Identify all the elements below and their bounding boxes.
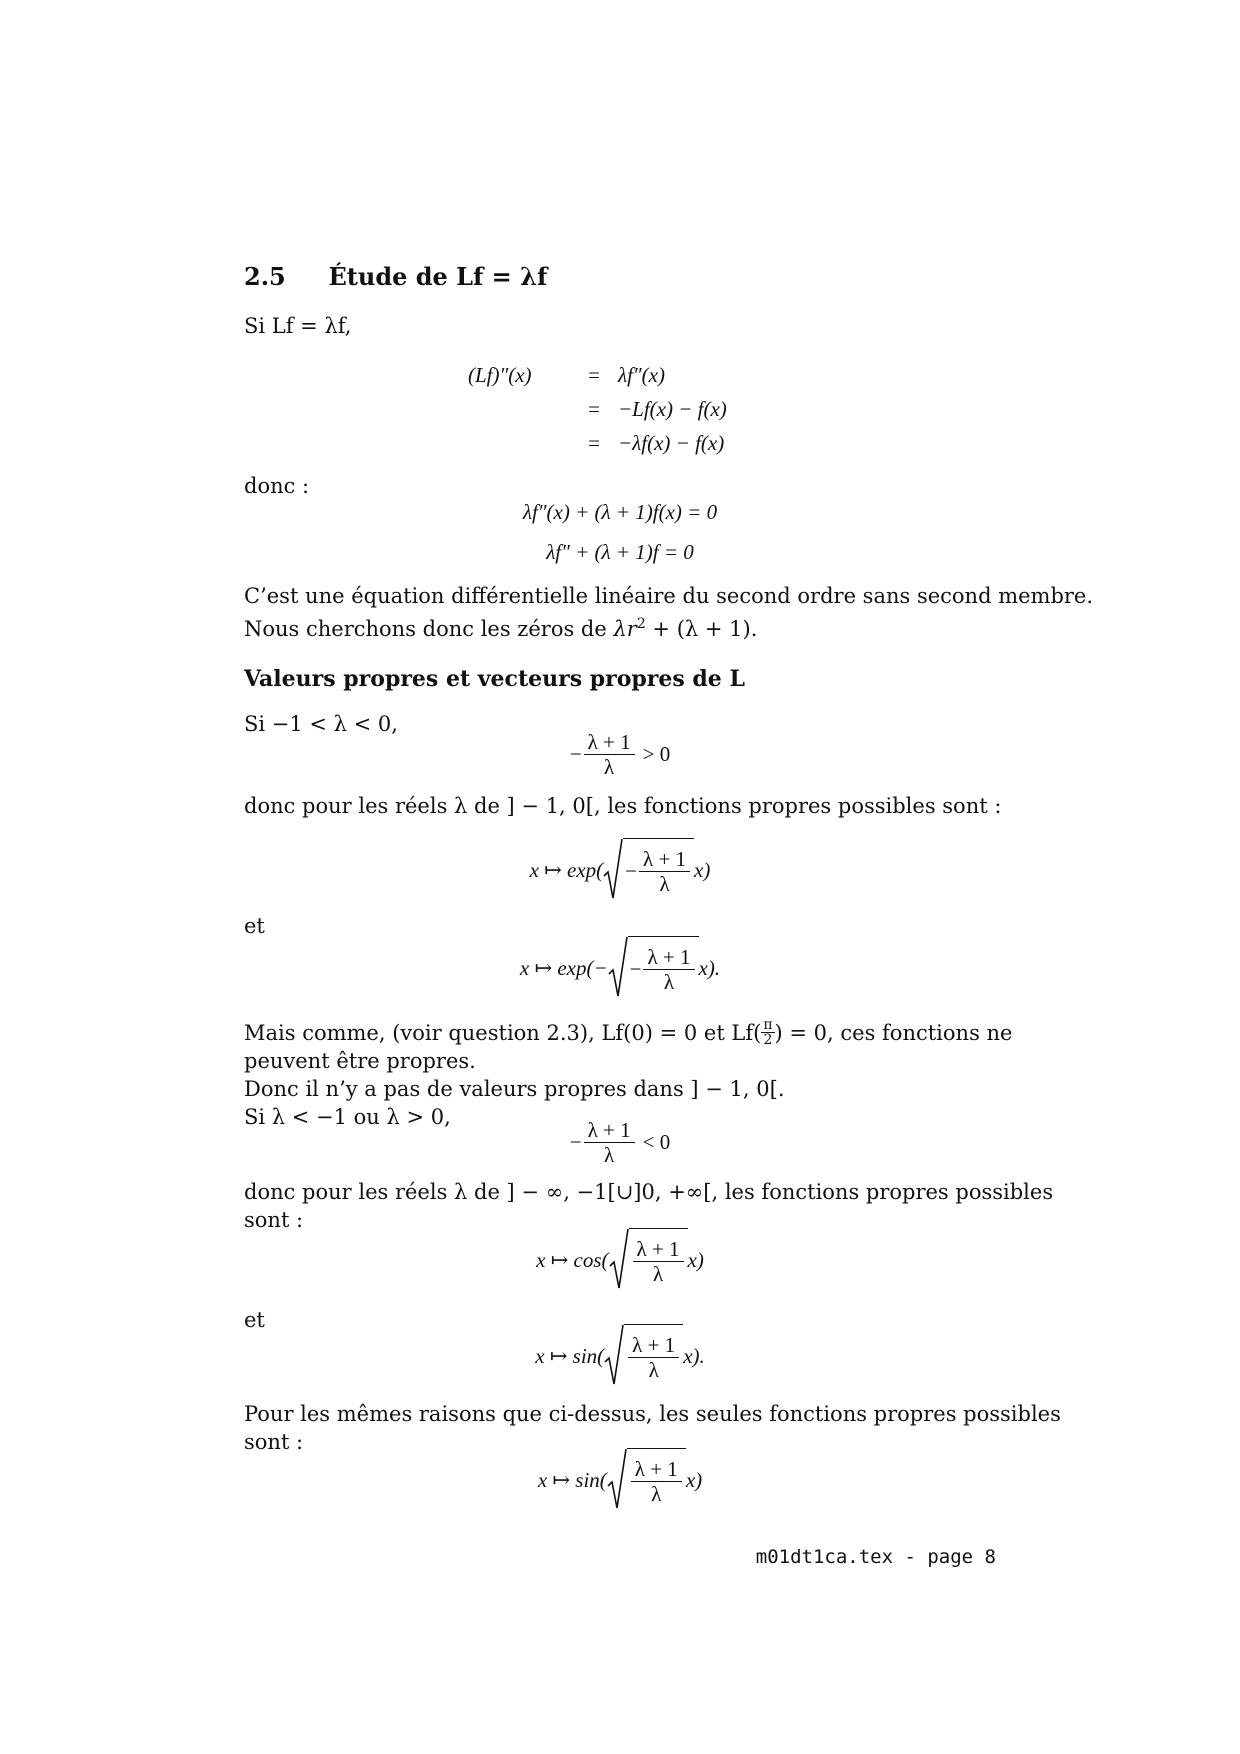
relation: > 0 — [642, 742, 671, 766]
mais-text-end: ) = 0, ces fonctions ne — [774, 1020, 1013, 1045]
conclusion-line: Donc il n’y a pas de valeurs propres dans ] − 1, 0[. — [244, 1077, 785, 1101]
paragraph-text: Nous cherchons donc les zéros de — [244, 617, 614, 641]
aligned-rhs: λf″(x) — [618, 363, 665, 387]
function-suffix: x) — [687, 1247, 704, 1272]
fraction-numerator: λ + 1 — [643, 945, 694, 970]
et-text: et — [244, 1308, 265, 1332]
aligned-row — [468, 358, 727, 392]
page-footer: m01dt1ca.tex - page 8 — [755, 1546, 996, 1568]
fraction-denominator: λ — [651, 1482, 662, 1506]
fraction-numerator: λ + 1 — [628, 1333, 679, 1358]
function-suffix: x). — [698, 955, 721, 980]
fraction-denominator: λ — [652, 1262, 664, 1286]
case1-condition: Si −1 < λ < 0, — [244, 712, 398, 736]
inequality-1 — [0, 730, 1240, 779]
paragraph-line: sont : — [244, 1430, 304, 1454]
case2-text: donc pour les réels λ de ] − ∞, −1[∪]0, +∞[, les fonctions propres possibles — [244, 1180, 1054, 1204]
function-suffix: x) — [685, 1467, 703, 1492]
subsection-heading: Valeurs propres et vecteurs propres de L — [244, 666, 745, 692]
radicand — [627, 1448, 686, 1512]
section-title: Étude de Lf = λf — [328, 262, 548, 291]
paragraph-line — [244, 610, 757, 643]
fraction — [584, 1118, 635, 1167]
fraction — [631, 1457, 682, 1506]
square-root — [608, 936, 699, 1000]
mais-comme-line — [244, 1018, 1012, 1047]
radicand — [623, 838, 694, 902]
radicand — [629, 1228, 688, 1292]
case1-text: donc pour les réels λ de ] − 1, 0[, les fonctions propres possibles sont : — [244, 794, 1002, 818]
fraction-numerator: π — [763, 1017, 773, 1033]
aligned-rhs: −λf(x) − f(x) — [618, 431, 725, 455]
fraction — [628, 1333, 679, 1382]
fraction-denominator: λ — [663, 970, 675, 994]
fraction-denominator: λ — [648, 1358, 659, 1382]
aligned-equations — [468, 358, 727, 460]
et-text: et — [244, 914, 265, 938]
sin-function-1 — [0, 1324, 1240, 1388]
square-root — [609, 1228, 688, 1292]
minus-sign: − — [629, 957, 642, 981]
function-suffix: x) — [694, 857, 711, 882]
function-prefix: x ↦ exp( — [529, 857, 604, 882]
square-root — [607, 1448, 686, 1512]
case2-condition: Si λ < −1 ou λ > 0, — [244, 1105, 451, 1129]
polynomial-rest: + (λ + 1). — [645, 617, 758, 641]
paragraph-line: Pour les mêmes raisons que ci-dessus, les seules fonctions propres possibles — [244, 1402, 1061, 1426]
radicand — [624, 1324, 683, 1388]
paragraph-line: sont : — [244, 1208, 304, 1232]
section-number: 2.5 — [244, 262, 286, 291]
minus-sign: − — [625, 859, 638, 883]
section-heading — [244, 262, 547, 291]
aligned-rhs: −Lf(x) − f(x) — [618, 397, 727, 421]
fraction-denominator: λ — [604, 1143, 615, 1167]
intro-text: Si Lf = λf, — [244, 314, 352, 338]
mais-text: Mais comme, (voir question 2.3), Lf(0) = 0 et Lf( — [244, 1020, 762, 1045]
fraction-numerator: λ + 1 — [633, 1237, 684, 1262]
aligned-rel: = — [588, 431, 600, 455]
fraction — [639, 847, 690, 896]
fraction-numerator: λ + 1 — [639, 847, 690, 872]
radical-sign-icon — [607, 1448, 627, 1512]
function-prefix: x ↦ exp(− — [519, 955, 608, 980]
function-prefix: x ↦ sin( — [537, 1467, 607, 1492]
pi-over-two-fraction — [761, 1018, 774, 1047]
paragraph-line: C’est une équation différentielle linéaire du second ordre sans second membre. — [244, 584, 1094, 608]
differential-equation-1: λf″(x) + (λ + 1)f(x) = 0 — [522, 500, 718, 524]
minus-sign: − — [569, 1130, 582, 1154]
fraction — [643, 945, 694, 994]
function-suffix: x). — [683, 1343, 705, 1368]
square-root — [604, 1324, 683, 1388]
aligned-rel: = — [588, 397, 600, 421]
cos-function — [0, 1228, 1240, 1292]
function-prefix: x ↦ sin( — [535, 1343, 605, 1368]
square-root — [603, 838, 694, 902]
radical-sign-icon — [608, 936, 628, 1000]
function-prefix: x ↦ cos( — [536, 1247, 609, 1272]
exponent: 2 — [636, 616, 646, 632]
exp-function-1 — [0, 838, 1240, 902]
minus-sign: − — [569, 742, 582, 766]
aligned-row — [468, 392, 727, 426]
fraction-denominator: 2 — [763, 1032, 773, 1048]
radical-sign-icon — [604, 1324, 624, 1388]
aligned-lhs: (Lf)″(x) — [468, 363, 532, 387]
exp-function-2 — [0, 936, 1240, 1000]
aligned-rel: = — [588, 363, 600, 387]
paragraph-line: peuvent être propres. — [244, 1049, 476, 1073]
donc-text: donc : — [244, 474, 310, 498]
radical-sign-icon — [609, 1228, 629, 1292]
fraction-numerator: λ + 1 — [584, 1118, 635, 1143]
aligned-row — [468, 426, 727, 460]
radical-sign-icon — [603, 838, 623, 902]
relation: < 0 — [642, 1130, 671, 1154]
sin-function-2 — [0, 1448, 1240, 1512]
fraction-numerator: λ + 1 — [631, 1457, 682, 1482]
radicand — [628, 936, 699, 1000]
fraction-denominator: λ — [659, 872, 670, 896]
differential-equation-2: λf″ + (λ + 1)f = 0 — [546, 540, 694, 564]
fraction-numerator: λ + 1 — [584, 730, 635, 755]
fraction — [633, 1237, 684, 1286]
polynomial-term: λr — [613, 617, 637, 641]
inequality-2 — [0, 1118, 1240, 1167]
fraction-denominator: λ — [604, 755, 615, 779]
fraction — [584, 730, 635, 779]
